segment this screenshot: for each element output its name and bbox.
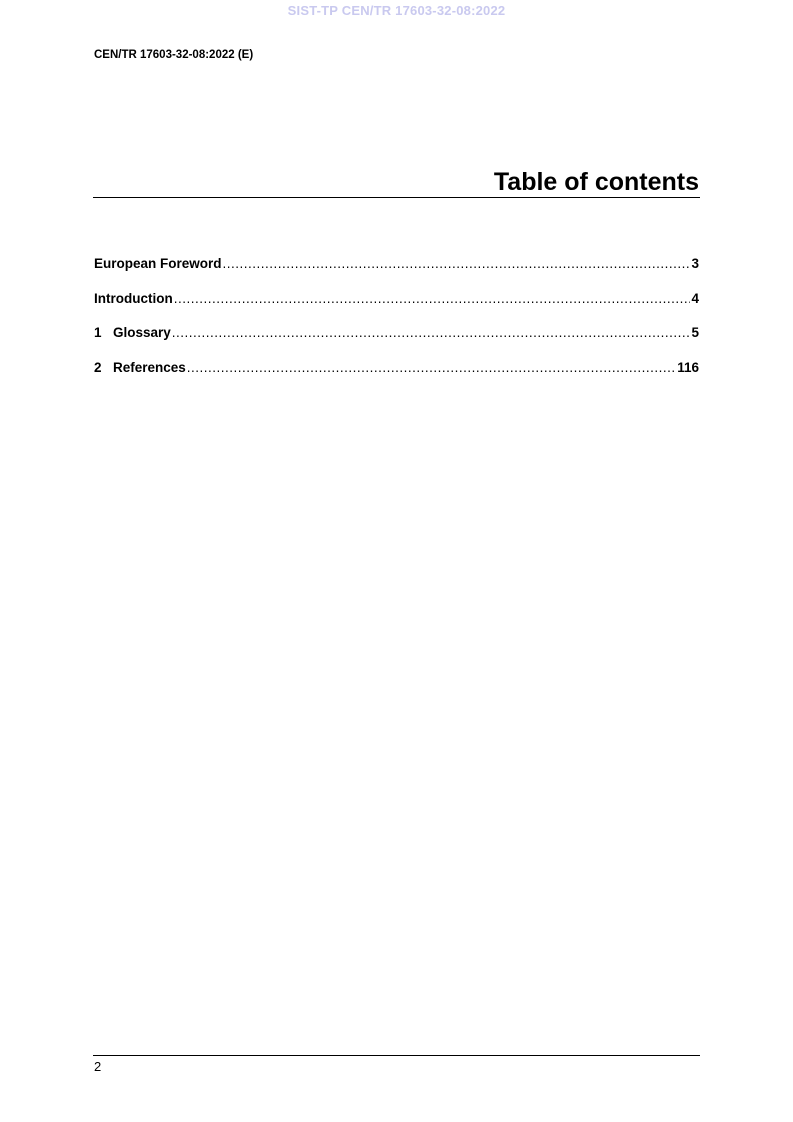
- toc-entry-european-foreword[interactable]: [94, 256, 699, 291]
- toc-entry-label: References: [113, 359, 186, 375]
- watermark: SIST-TP CEN/TR 17603-32-08:2022: [287, 3, 506, 18]
- toc-entry-introduction[interactable]: [94, 291, 699, 326]
- toc-entry-number: 2: [94, 359, 102, 375]
- toc-title: Table of contents: [493, 168, 699, 196]
- footer-rule: [93, 1055, 700, 1056]
- toc-entry-glossary[interactable]: [94, 325, 699, 360]
- dot-leader: [174, 291, 691, 306]
- title-rule: [93, 197, 700, 198]
- toc-entry-references[interactable]: [94, 360, 699, 395]
- toc-entry-page: 3: [691, 256, 699, 271]
- toc-entry-page: 4: [691, 290, 699, 306]
- table-of-contents: [94, 256, 699, 394]
- toc-entry-page: 5: [691, 325, 699, 340]
- toc-entry-number: 1: [94, 325, 102, 340]
- dot-leader: [223, 256, 691, 271]
- dot-leader: [187, 360, 676, 375]
- dot-leader: [172, 325, 691, 340]
- toc-entry-page: 116: [677, 359, 699, 375]
- page-number: 2: [94, 1059, 102, 1074]
- toc-entry-label: Introduction: [94, 290, 173, 306]
- document-id-header: CEN/TR 17603-32-08:2022 (E): [94, 49, 254, 61]
- toc-entry-label: Glossary: [113, 325, 171, 340]
- toc-entry-label: European Foreword: [94, 256, 222, 271]
